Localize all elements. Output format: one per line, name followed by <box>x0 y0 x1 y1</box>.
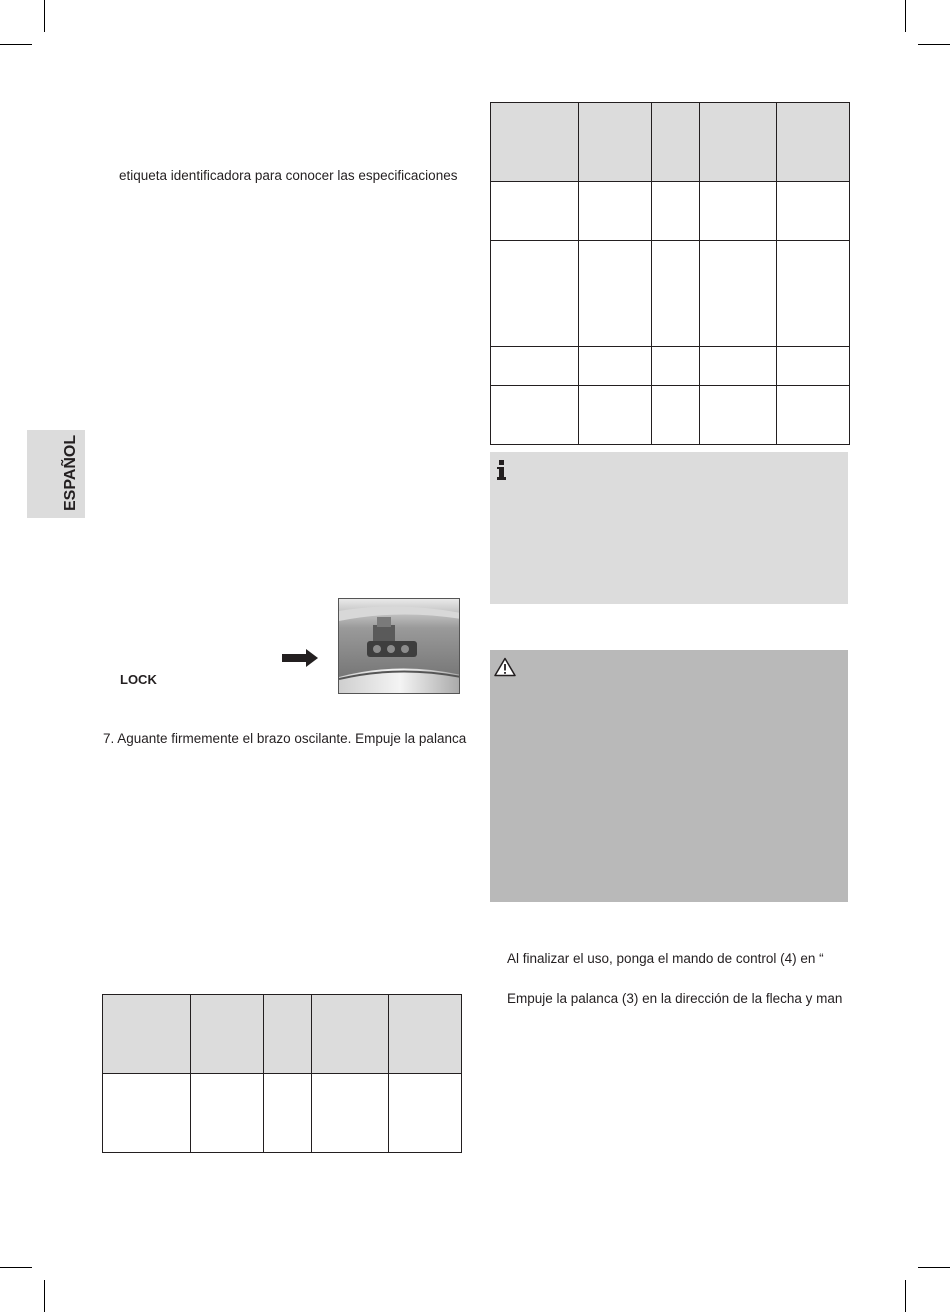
lever-text: Empuje la palanca (3) en la dirección de la flecha y man <box>507 991 843 1006</box>
table-header-row <box>491 103 850 182</box>
table-cell <box>389 995 462 1074</box>
table-cell <box>700 347 777 386</box>
spec-table-left <box>102 994 462 1153</box>
table-cell <box>652 347 700 386</box>
table-cell <box>777 182 850 241</box>
table-cell <box>652 241 700 347</box>
crop-mark <box>44 1280 45 1312</box>
table-cell <box>491 103 579 182</box>
crop-mark <box>905 0 906 32</box>
table-row <box>491 386 850 445</box>
crop-mark <box>918 1267 950 1268</box>
spec-label-text: etiqueta identificadora para conocer las especificaciones <box>119 168 458 183</box>
table-cell <box>491 182 579 241</box>
table-cell <box>312 995 389 1074</box>
table-cell <box>579 103 652 182</box>
table-row <box>491 347 850 386</box>
table-cell <box>777 241 850 347</box>
table-cell <box>652 103 700 182</box>
table-cell <box>389 1074 462 1153</box>
language-tab-label: ESPAÑOL <box>62 434 79 511</box>
table-cell <box>491 347 579 386</box>
arrow-right-icon <box>282 649 318 667</box>
end-use-text: Al finalizar el uso, ponga el mando de control (4) en “ <box>507 951 824 966</box>
crop-mark <box>918 44 950 45</box>
table-cell <box>700 241 777 347</box>
table-row <box>103 1074 462 1153</box>
table-cell <box>652 386 700 445</box>
table-cell <box>652 182 700 241</box>
mixer-lock-photo <box>338 598 460 694</box>
table-cell <box>191 995 264 1074</box>
table-cell <box>700 182 777 241</box>
crop-mark <box>44 0 45 32</box>
crop-mark <box>905 1280 906 1312</box>
table-cell <box>264 1074 312 1153</box>
crop-mark <box>0 1267 32 1268</box>
table-cell <box>579 241 652 347</box>
lock-label: LOCK <box>120 672 157 687</box>
table-cell <box>491 241 579 347</box>
spec-table-right <box>490 102 850 445</box>
table-header-row <box>103 995 462 1074</box>
warning-note-box <box>490 650 848 902</box>
table-cell <box>579 182 652 241</box>
table-cell <box>103 1074 191 1153</box>
info-icon <box>497 460 506 480</box>
table-cell <box>700 103 777 182</box>
info-note-box <box>490 452 848 604</box>
table-row <box>491 182 850 241</box>
table-row <box>491 241 850 347</box>
table-cell <box>700 386 777 445</box>
table-cell <box>777 103 850 182</box>
table-cell <box>579 347 652 386</box>
crop-mark <box>0 44 32 45</box>
table-cell <box>264 995 312 1074</box>
table-cell <box>312 1074 389 1153</box>
table-cell <box>103 995 191 1074</box>
warning-triangle-icon <box>494 657 516 677</box>
table-cell <box>491 386 579 445</box>
table-cell <box>777 347 850 386</box>
step-7-text: 7. Aguante firmemente el brazo oscilante. Empuje la palanca <box>103 731 467 746</box>
table-cell <box>579 386 652 445</box>
table-cell <box>777 386 850 445</box>
table-cell <box>191 1074 264 1153</box>
